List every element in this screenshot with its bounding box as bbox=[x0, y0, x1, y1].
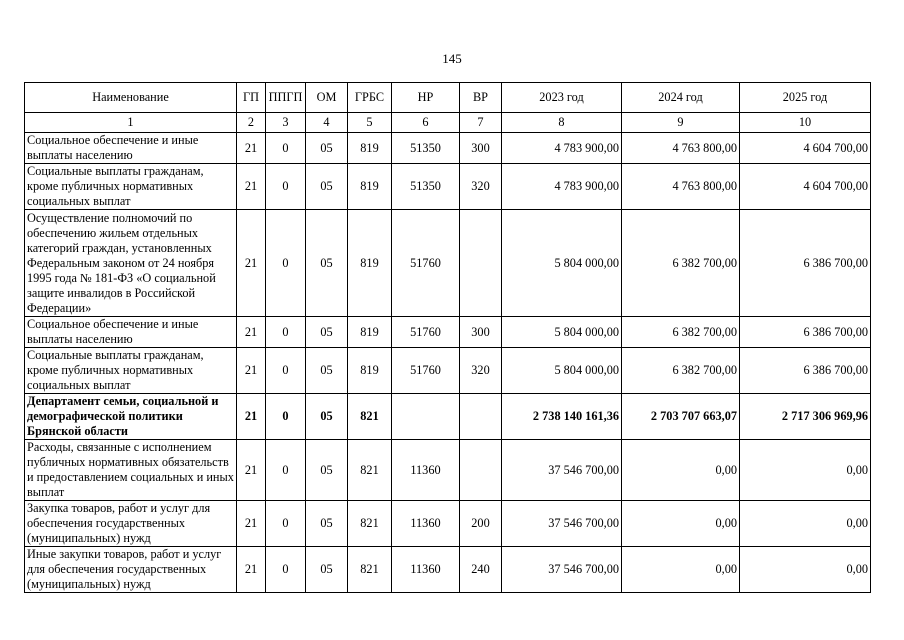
cell-vr bbox=[460, 210, 502, 317]
cell-2025: 4 604 700,00 bbox=[740, 164, 871, 210]
cell-gp: 21 bbox=[237, 547, 266, 593]
cell-name: Осуществление полномочий по обеспечению жильем отдельных категорий граждан, установленных Федеральным законом от 24 ноября 1995 года № 181-ФЗ «О социальной защите инвалидов в Российской Федерации» bbox=[25, 210, 237, 317]
cell-grbs: 819 bbox=[348, 348, 392, 394]
cell-om: 05 bbox=[306, 348, 348, 394]
cell-gp: 21 bbox=[237, 394, 266, 440]
cell-name: Закупка товаров, работ и услуг для обеспечения государственных (муниципальных) нужд bbox=[25, 501, 237, 547]
cell-nr: 51350 bbox=[392, 133, 460, 164]
table-row bbox=[25, 164, 871, 210]
col-number: 10 bbox=[740, 113, 871, 133]
cell-nr: 11360 bbox=[392, 547, 460, 593]
cell-gp: 21 bbox=[237, 210, 266, 317]
cell-gp: 21 bbox=[237, 440, 266, 501]
cell-vr bbox=[460, 394, 502, 440]
cell-2024: 0,00 bbox=[622, 440, 740, 501]
col-header-ppgp: ППГП bbox=[266, 83, 306, 113]
cell-ppgp: 0 bbox=[266, 164, 306, 210]
cell-grbs: 821 bbox=[348, 440, 392, 501]
cell-name: Социальные выплаты гражданам, кроме публичных нормативных социальных выплат bbox=[25, 348, 237, 394]
col-header-name: Наименование bbox=[25, 83, 237, 113]
col-header-2023: 2023 год bbox=[502, 83, 622, 113]
cell-2023: 37 546 700,00 bbox=[502, 501, 622, 547]
cell-grbs: 819 bbox=[348, 317, 392, 348]
header-row bbox=[25, 83, 871, 113]
cell-nr: 11360 bbox=[392, 440, 460, 501]
cell-vr: 320 bbox=[460, 164, 502, 210]
cell-2025: 4 604 700,00 bbox=[740, 133, 871, 164]
cell-2023: 2 738 140 161,36 bbox=[502, 394, 622, 440]
cell-nr: 11360 bbox=[392, 501, 460, 547]
cell-2024: 6 382 700,00 bbox=[622, 317, 740, 348]
col-number: 2 bbox=[237, 113, 266, 133]
cell-grbs: 821 bbox=[348, 501, 392, 547]
cell-nr: 51760 bbox=[392, 210, 460, 317]
col-number: 7 bbox=[460, 113, 502, 133]
table-row bbox=[25, 501, 871, 547]
cell-om: 05 bbox=[306, 317, 348, 348]
table-row bbox=[25, 348, 871, 394]
cell-vr: 300 bbox=[460, 133, 502, 164]
cell-grbs: 819 bbox=[348, 164, 392, 210]
cell-2025: 0,00 bbox=[740, 501, 871, 547]
page-number: 145 bbox=[442, 51, 462, 66]
cell-om: 05 bbox=[306, 133, 348, 164]
col-number: 4 bbox=[306, 113, 348, 133]
col-number: 3 bbox=[266, 113, 306, 133]
cell-2023: 5 804 000,00 bbox=[502, 210, 622, 317]
cell-2024: 0,00 bbox=[622, 547, 740, 593]
col-number: 1 bbox=[25, 113, 237, 133]
cell-name: Социальные выплаты гражданам, кроме публичных нормативных социальных выплат bbox=[25, 164, 237, 210]
cell-ppgp: 0 bbox=[266, 348, 306, 394]
cell-name: Иные закупки товаров, работ и услуг для обеспечения государственных (муниципальных) нужд bbox=[25, 547, 237, 593]
cell-2024: 2 703 707 663,07 bbox=[622, 394, 740, 440]
cell-ppgp: 0 bbox=[266, 210, 306, 317]
cell-name: Социальное обеспечение и иные выплаты населению bbox=[25, 133, 237, 164]
col-header-gp: ГП bbox=[237, 83, 266, 113]
cell-gp: 21 bbox=[237, 317, 266, 348]
cell-vr: 200 bbox=[460, 501, 502, 547]
cell-vr: 300 bbox=[460, 317, 502, 348]
cell-name: Департамент семьи, социальной и демографической политики Брянской области bbox=[25, 394, 237, 440]
cell-om: 05 bbox=[306, 164, 348, 210]
cell-2023: 4 783 900,00 bbox=[502, 164, 622, 210]
cell-gp: 21 bbox=[237, 133, 266, 164]
cell-nr bbox=[392, 394, 460, 440]
cell-2025: 6 386 700,00 bbox=[740, 210, 871, 317]
table-row bbox=[25, 440, 871, 501]
cell-2024: 6 382 700,00 bbox=[622, 348, 740, 394]
cell-vr: 240 bbox=[460, 547, 502, 593]
cell-ppgp: 0 bbox=[266, 394, 306, 440]
cell-om: 05 bbox=[306, 210, 348, 317]
col-header-om: ОМ bbox=[306, 83, 348, 113]
cell-2025: 6 386 700,00 bbox=[740, 348, 871, 394]
table-row bbox=[25, 133, 871, 164]
cell-2023: 37 546 700,00 bbox=[502, 547, 622, 593]
cell-nr: 51760 bbox=[392, 348, 460, 394]
cell-2024: 0,00 bbox=[622, 501, 740, 547]
col-number: 6 bbox=[392, 113, 460, 133]
cell-2024: 4 763 800,00 bbox=[622, 133, 740, 164]
cell-ppgp: 0 bbox=[266, 133, 306, 164]
cell-grbs: 819 bbox=[348, 210, 392, 317]
col-header-2024: 2024 год bbox=[622, 83, 740, 113]
cell-gp: 21 bbox=[237, 348, 266, 394]
cell-vr bbox=[460, 440, 502, 501]
cell-2023: 4 783 900,00 bbox=[502, 133, 622, 164]
cell-nr: 51350 bbox=[392, 164, 460, 210]
cell-gp: 21 bbox=[237, 501, 266, 547]
table-row bbox=[25, 317, 871, 348]
col-number: 8 bbox=[502, 113, 622, 133]
column-number-row bbox=[25, 113, 871, 133]
col-header-nr: НР bbox=[392, 83, 460, 113]
cell-vr: 320 bbox=[460, 348, 502, 394]
table-row-department bbox=[25, 394, 871, 440]
cell-grbs: 819 bbox=[348, 133, 392, 164]
cell-ppgp: 0 bbox=[266, 501, 306, 547]
col-header-grbs: ГРБС bbox=[348, 83, 392, 113]
col-number: 5 bbox=[348, 113, 392, 133]
cell-2025: 2 717 306 969,96 bbox=[740, 394, 871, 440]
cell-name: Расходы, связанные с исполнением публичных нормативных обязательств и предоставлением социальных и иных выплат bbox=[25, 440, 237, 501]
cell-ppgp: 0 bbox=[266, 317, 306, 348]
cell-gp: 21 bbox=[237, 164, 266, 210]
budget-table bbox=[24, 82, 871, 593]
cell-2025: 6 386 700,00 bbox=[740, 317, 871, 348]
table-row bbox=[25, 547, 871, 593]
cell-nr: 51760 bbox=[392, 317, 460, 348]
cell-name: Социальное обеспечение и иные выплаты населению bbox=[25, 317, 237, 348]
col-header-2025: 2025 год bbox=[740, 83, 871, 113]
cell-2024: 4 763 800,00 bbox=[622, 164, 740, 210]
cell-om: 05 bbox=[306, 547, 348, 593]
cell-ppgp: 0 bbox=[266, 440, 306, 501]
cell-ppgp: 0 bbox=[266, 547, 306, 593]
cell-om: 05 bbox=[306, 394, 348, 440]
cell-2023: 37 546 700,00 bbox=[502, 440, 622, 501]
cell-2025: 0,00 bbox=[740, 547, 871, 593]
cell-grbs: 821 bbox=[348, 547, 392, 593]
cell-om: 05 bbox=[306, 440, 348, 501]
table-row bbox=[25, 210, 871, 317]
cell-2025: 0,00 bbox=[740, 440, 871, 501]
cell-2023: 5 804 000,00 bbox=[502, 317, 622, 348]
col-header-vr: ВР bbox=[460, 83, 502, 113]
cell-2024: 6 382 700,00 bbox=[622, 210, 740, 317]
col-number: 9 bbox=[622, 113, 740, 133]
cell-grbs: 821 bbox=[348, 394, 392, 440]
cell-om: 05 bbox=[306, 501, 348, 547]
cell-2023: 5 804 000,00 bbox=[502, 348, 622, 394]
